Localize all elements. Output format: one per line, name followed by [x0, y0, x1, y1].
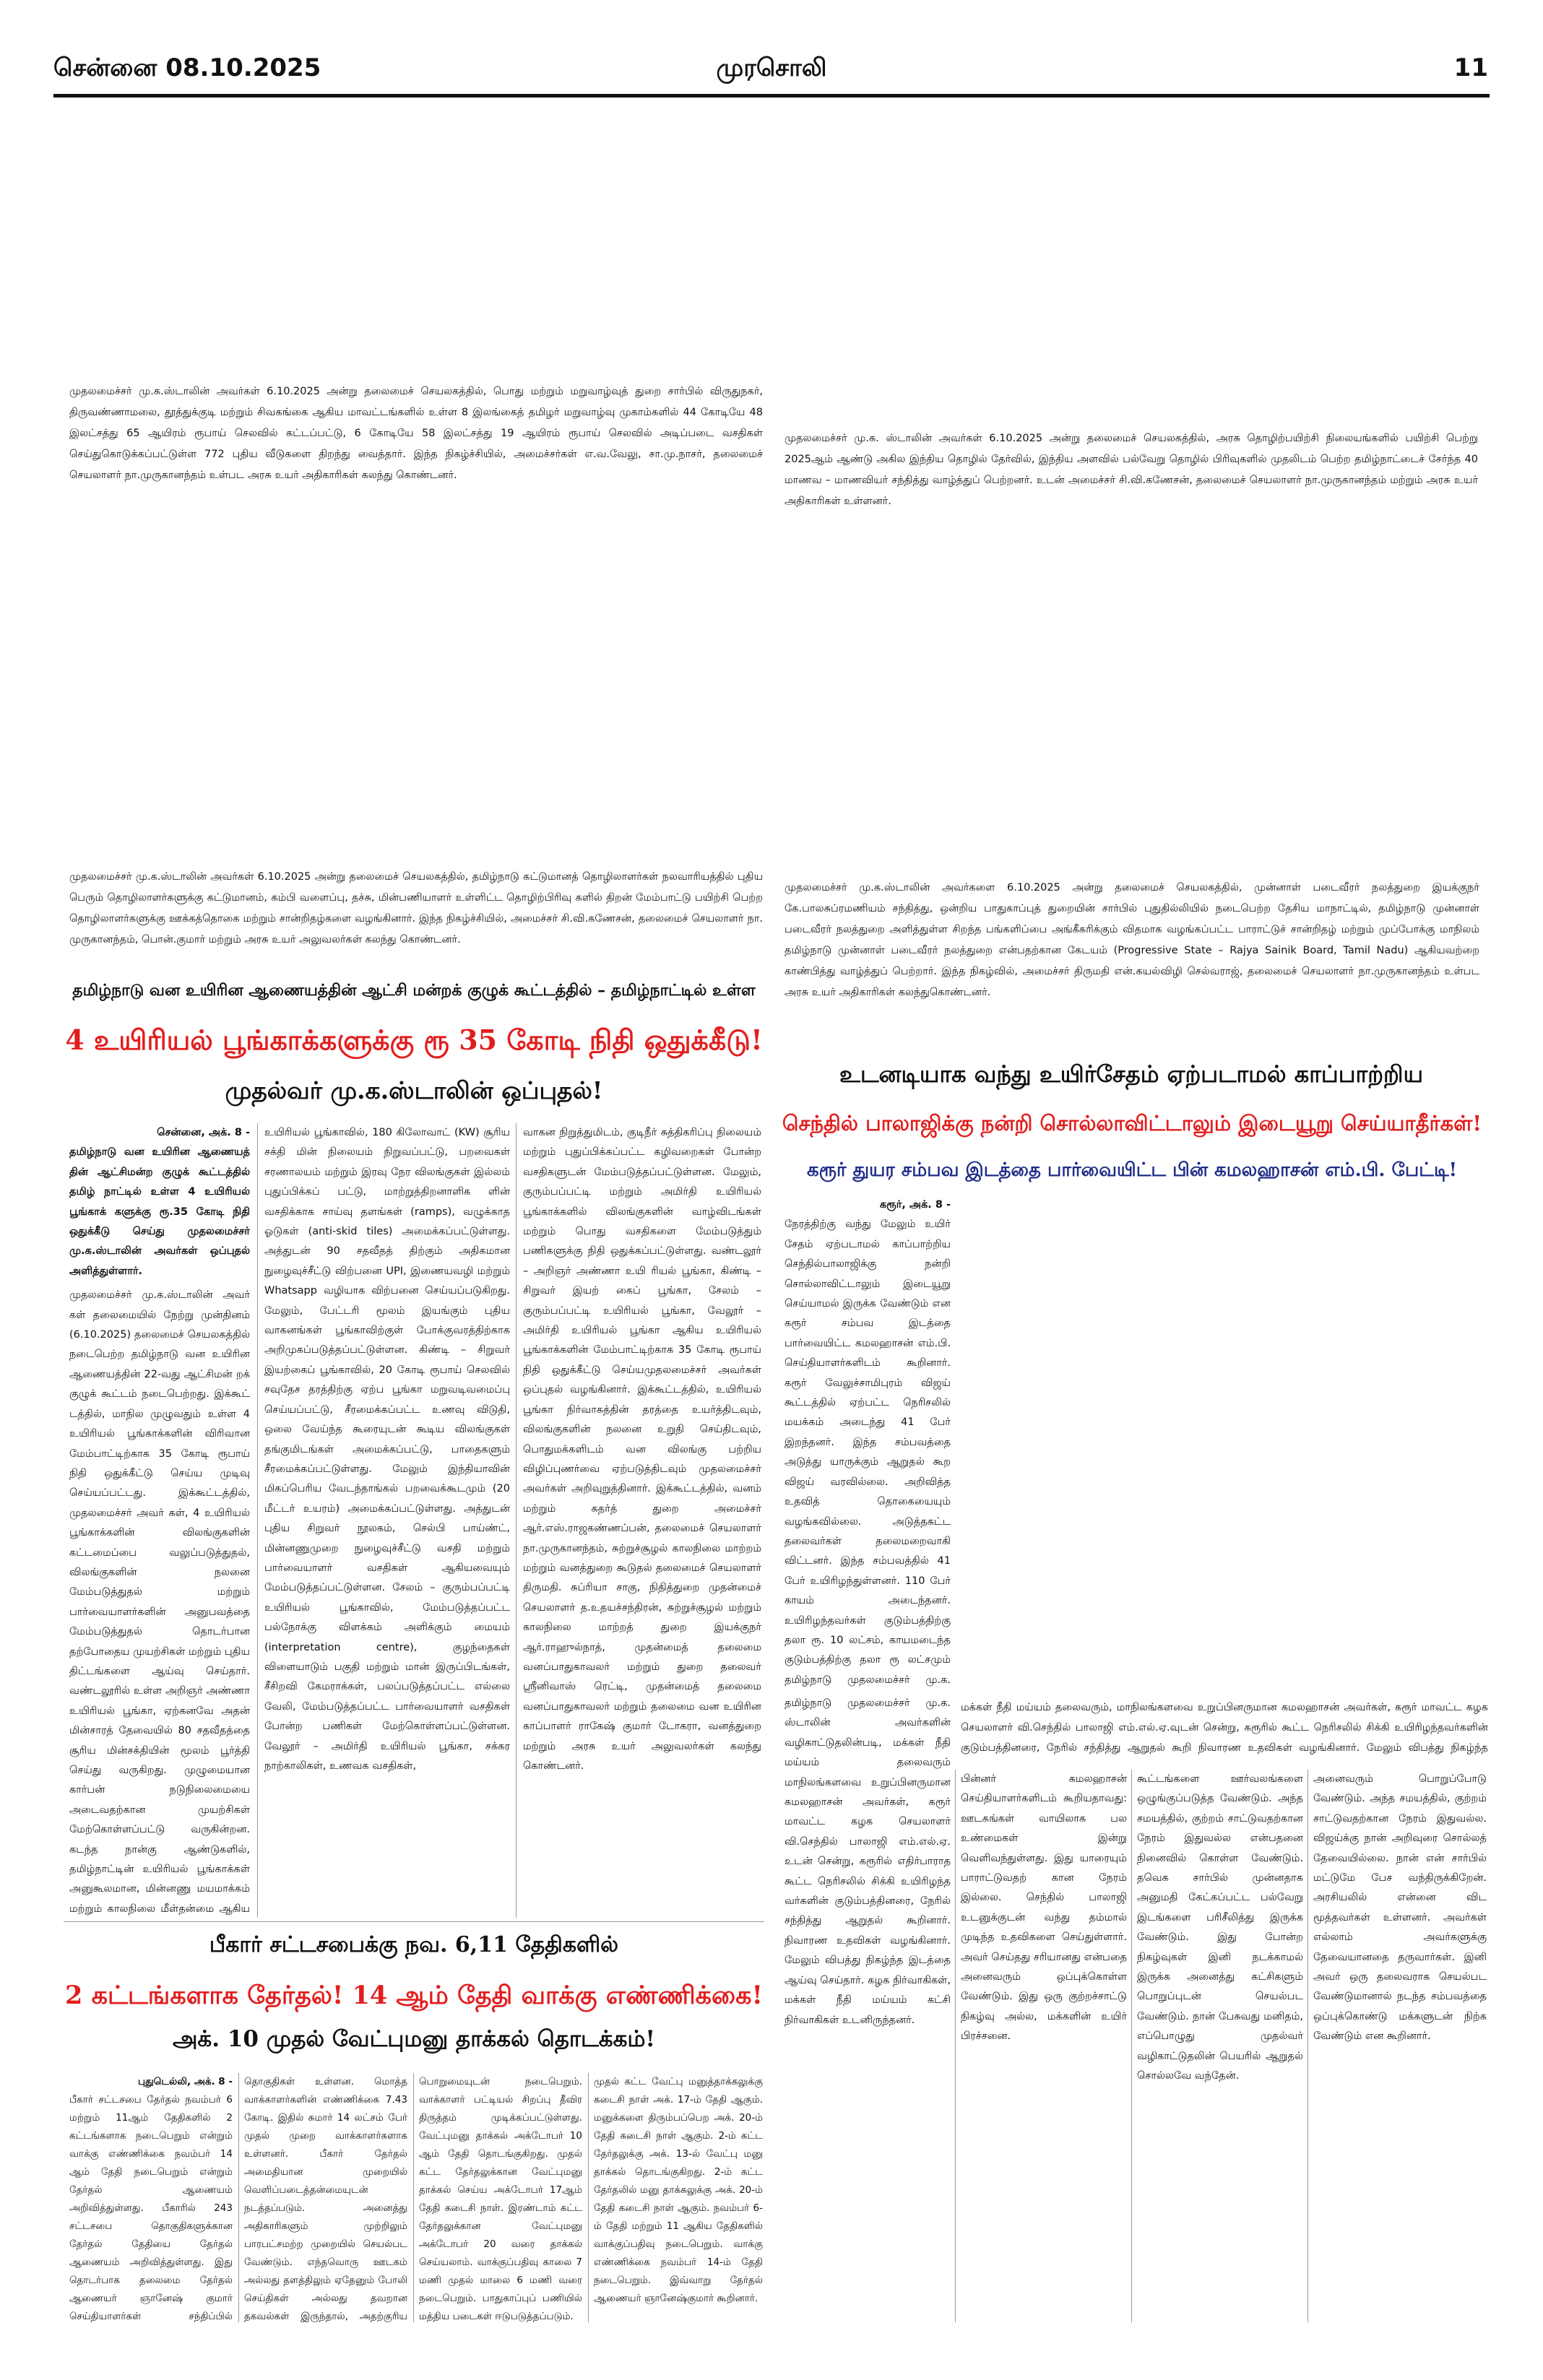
- story2-column-4: அனைவரும் பொறுப்போடு வேண்டும். அந்த சமயத்தில், குற்றம் சாட்டுவதற்கான நேரம் இதுவல்ல. விஜய்க்கு நான் அறிவுரை சொல்லத் தேவையில்லை. நான் என் சார்பில் மட்டுமே பேச வந்திருக்கிறேன். அரசியலில் என்னை விட மூத்தவர்கள் உள்ளனர். அவர்கள் எல்லாம் அவர்களுக்கு தேவையானதை தருவார்கள். இனி அவர் ஒரு தலைவராக செயல்பட வேண்டுமானால் நடந்த சம்பவத்தை ஒப்புக்கொண்டு மக்களுடன் நிற்க வேண்டும் என கூறினார்.: [1313, 1773, 1487, 2043]
- story1-subhead: முதல்வர் மு.க.ஸ்டாலின் ஒப்புதல்!: [225, 1076, 603, 1104]
- story2-column-1-cont: தமிழ்நாடு முதலமைச்சர் மு.க. ஸ்டாலின் அவர்களின் வழிகாட்டுதலின்படி, மக்கள் நீதி மய்யம் தலைவரும் மாநிலங்களவை உறுப்பினருமான கமலஹாசன் அவர்கள், கரூர் மாவட்ட கழக செயலாளர் வி.செந்தில் பாலாஜி எம்.எல்.ஏ. உடன் சென்று, கரூரில் எதிர்பாராத கூட்ட நெரிசலில் சிக்கி உயிரிழந்த வர்களின் குடும்பத்தினரை, நேரில் சந்தித்து ஆறுதல் கூறினார். நிவாரண உதவிகள் வழங்கினார். மேலும் விபத்து நிகழ்ந்த இடத்தை ஆய்வு செய்தார். கழக நிர்வாகிகள், மக்கள் நீதி மய்யம் கட்சி நிர்வாகிகள் உடனிருந்தனர்.: [785, 1697, 951, 2026]
- story3-kicker: பீகார் சட்டசபைக்கு நவ. 6,11 தேதிகளில்: [209, 1932, 619, 1957]
- caption-top-left: முதலமைச்சர் மு.க.ஸ்டாலின் அவர்கள் 6.10.2025 அன்று தலைமைச் செயலகத்தில், பொது மற்றும் மறுவாழ்வுத் துறை சார்பில் விருதுநகர், திருவண்ணாமலை, தூத்துக்குடி மற்றும் சிவகங்கை ஆகிய மாவட்டங்களில் உள்ள 8 இலங்கைத் தமிழர் மறுவாழ்வு முகாம்களில் 44 கோடியே 48 இலட்சத்து 65 ஆயிரம் ரூபாய் செலவில் கட்டப்பட்டு, 6 கோடியே 58 இலட்சத்து 19 ஆயிரம் ரூபாய் செலவில் அடிப்படை வசதிகள் செய்துகொடுக்கப்பட்டுள்ள 772 புதிய வீடுகளை திறந்து வைத்தார். இந்த நிகழ்ச்சியில், அமைச்சர்கள் எ.வ.வேலு, சா.மு.நாசர், தலைமைச் செயலாளர் நா.முருகானந்தம் உள்பட அரசு உயர் அதிகாரிகள் கலந்து கொண்டனர்.: [69, 386, 763, 481]
- photo-story2: [961, 1195, 1488, 1694]
- story1-column-1: [69, 1123, 250, 1918]
- photo-top-right: [780, 116, 1492, 419]
- story1-lead: தமிழ்நாடு வன உயிரின ஆணையத் தின் ஆட்சிமன்ற குழுக் கூட்டத்தில் தமிழ் நாட்டில் உள்ள 4 உயிரியல் பூங்காக் களுக்கு ரூ.35 கோடி நிதி ஒதுக்கீடு செய்து முதலமைச்சர் மு.க.ஸ்டாலின் அவர்கள் ஒப்புதல் அளித்துள்ளார்.: [69, 1146, 250, 1277]
- story3-column-divider: [238, 2073, 239, 2322]
- story2-kicker: உடனடியாக வந்து உயிர்சேதம் ஏற்படாமல் காப்பாற்றிய: [839, 1060, 1423, 1088]
- story2-column-divider: [1131, 1770, 1132, 2322]
- story1-kicker: தமிழ்நாடு வன உயிரின ஆணையத்தின் ஆட்சி மன்றக் குழுக் கூட்டத்தில் – தமிழ்நாட்டில் உள்ள: [72, 981, 756, 1000]
- story3-column-divider: [588, 2073, 589, 2322]
- photo-mid-right: [780, 600, 1492, 874]
- photo-mid-left: [65, 571, 758, 860]
- story3-column-2: தொகுதிகள் உள்ளன. மொத்த வாக்காளர்களின் எண்ணிக்கை 7.43 கோடி. இதில் சுமார் 14 லட்சம் பேர் முதல் முறை வாக்காளர்களாக உள்ளனர். பீகார் தேர்தல் அமைதியான முறையில் வெளிப்படைத்தன்மையுடன் நடத்தப்படும். அனைத்து அதிகாரிகளும் முற்றிலும் பாரபட்சமற்ற முறையில் செயல்பட வேண்டும். எந்தவொரு ஊடகம் அல்லது தளத்திலும் ஏதேனும் போலி செய்திகள் அல்லது தவறான தகவல்கள் இருந்தால், அதற்குரிய: [244, 2076, 407, 2322]
- story3-dateline: புதுடெல்லி, அக். 8 -: [138, 2076, 233, 2087]
- story2-column-3: கூட்டங்களை ஊர்வலங்களை ஒழுங்குப்படுத்த வேண்டும். அந்த சமயத்தில், குற்றம் சாட்டுவதற்கான நேரம் இதுவல்ல என்பதனை நினைவில் கொள்ள வேண்டும். தவெக சார்பில் முன்னதாக அனுமதி கேட்கப்பட்ட பல்வேறு இடங்களை பரிசீலித்து இருக்க வேண்டும். இது போன்ற நிகழ்வுகள் இனி நடக்காமல் இருக்க அனைத்து கட்சிகளும் பொறுப்புடன் செயல்பட வேண்டும். நான் பேசுவது மனிதம், எப்பொழுது முதல்வர் வழிகாட்டுதலின் பெயரில் ஆறுதல் சொல்லவே வந்தேன்.: [1137, 1773, 1303, 2082]
- story3-column-divider: [413, 2073, 414, 2322]
- caption-mid-left: முதலமைச்சர் மு.க.ஸ்டாலின் அவர்கள் 6.10.2025 அன்று தலைமைச் செயலகத்தில், தமிழ்நாடு கட்டுமானத் தொழிலாளர்கள் நலவாரியத்தில் புதிய பெரும் தொழிலாளர்களுக்கு கட்டுமானம், கம்பி வளைப்பு, தச்சு, மின்பணியாளர் உள்ளிட்ட தொழிற்பிரிவு களில் திறன் மேம்பாட்டு பயிற்சி பெற்ற தொழிலாளர்களுக்கு ஊக்கத்தொகை மற்றும் சான்றிதழ்களை வழங்கினார். இந்த நிகழ்ச்சியில், அமைச்சர் சி.வி.கணேசன், தலைமைச் செயலாளர் நா. முருகானந்தம், பொன்.குமார் மற்றும் அரசு உயர் அலுவலர்கள் கலந்து கொண்டனர்.: [69, 871, 763, 945]
- story2-col1-text: நேரத்திற்கு வந்து மேலும் உயிர் சேதம் ஏற்படாமல் காப்பாற்றிய செந்தில்பாலாஜிக்கு நன்றி சொல்லாவிட்டாலும் இடையூறு செய்யாமல் இருக்க வேண்டும் என கரூர் சம்பவ இடத்தை பார்வையிட்ட கமலஹாசன் எம்.பி. செய்தியாளர்களிடம் கூறினார். கரூர் வேலுச்சாமிபுரம் விஜய் கூட்டத்தில் ஏற்பட்ட நெரிசலில் மயக்கம் அடைந்து 41 பேர் இறந்தனர். இந்த சம்பவத்தை அடுத்து யாருக்கும் ஆறுதல் கூற விஜய் வரவில்லை. அறிவித்த உதவித் தொகையையும் வழங்கவில்லை. அடுத்தகட்ட தலைவர்கள் தலைமறைவாகி விட்டனர். இந்த சம்பவத்தில் 41 பேர் உயிரிழந்துள்ளனர். 110 பேர் காயம் அடைந்தனர். உயிரிழந்தவர்கள் குடும்பத்திற்கு தலா ரூ. 10 லட்சம், காயமடைந்த குடும்பத்திற்கு தலா ரூ லட்சமும் தமிழ்நாடு முதலமைச்சர் மு.க.: [785, 1219, 951, 1686]
- caption-mid-right: முதலமைச்சர் மு.க.ஸ்டாலின் அவர்களை 6.10.2025 அன்று தலைமைச் செயலகத்தில், முன்னாள் படைவீரர் நலத்துறை இயக்குநர் கே.பாலசுப்ரமணியம் சந்தித்து, ஒன்றிய பாதுகாப்புத் துறையின் சார்பில் புதுதில்லியில் நடைபெற்ற தேசிய மாநாட்டில், தமிழ்நாடு முன்னாள் படைவீரர் நலத்துறை அளித்துள்ள சிறந்த பங்களிப்பை அங்கீகரிக்கும் விதமாக வழங்கப்பட்ட பாராட்டுச் சான்றிதழ் மற்றும் முப்போக்கு மாநிலம் தமிழ்நாடு முன்னாள் படைவீரர் நலத்துறை என்பதற்கான கேடயம் (Progressive State – Rajya Sainik Board, Tamil Nadu) ஆகியவற்றை காண்பித்து வாழ்த்துப் பெற்றார். இந்த நிகழ்வில், அமைச்சர் திருமதி என்.கயல்விழி செல்வராஜ், தலைமைச் செயலாளர் நா.முருகானந்தம் உள்பட அரசு உயர் அதிகாரிகள் கலந்துகொண்டனர்.: [785, 882, 1479, 998]
- story1-dateline: சென்னை, அக். 8 -: [157, 1127, 250, 1138]
- story2-subhead: கரூர் துயர சம்பவ இடத்தை பார்வையிட்ட பின் கமலஹாசன் எம்.பி. பேட்டி!: [806, 1159, 1458, 1181]
- story3-column-4: முதல் கட்ட வேட்பு மனுத்தாக்கலுக்கு கடைசி நாள் அக். 17-ம் தேதி ஆகும். மனுக்களை திரும்பப்பெற அக். 20-ம் தேதி கடைசி நாள் ஆகும். 2-ம் கட்ட தேர்தலுக்கு அக். 13-ல் வேட்பு மனு தாக்கல் தொடங்குகிறது. 2-ம் கட்ட தேர்தலில் மனு தாக்கலுக்கு அக். 20-ம் தேதி கடைசி நாள் ஆகும். நவம்பர் 6-ம் தேதி மற்றும் 11 ஆகிய தேதிகளில் வாக்குப்பதிவு நடைபெறும். வாக்கு எண்ணிக்கை நவம்பர் 14-ம் தேதி நடைபெறும். இவ்வாறு தேர்தல் ஆணையர் ஞானேஷ்குமார் கூறினார்.: [594, 2076, 763, 2304]
- story3-subhead: அக். 10 முதல் வேட்புமனு தாக்கல் தொடக்கம்!: [172, 2026, 656, 2052]
- story2-dateline: கரூர், அக். 8 -: [879, 1199, 951, 1211]
- story3-headline: 2 கட்டங்களாக தேர்தல்! 14 ஆம் தேதி வாக்கு எண்ணிக்கை!: [65, 1981, 763, 2010]
- story2-column-2: பின்னர் கமலஹாசன் செய்தியாளர்களிடம் கூறியதாவது: ஊடகங்கள் வாயிலாக பல உண்மைகள் இன்று வெளிவந்துள்ளது. இது யாரையும் பாராட்டுவதற் கான நேரம் இல்லை. செந்தில் பாலாஜி உடனுக்குடன் வந்து தம்மால் முடிந்த உதவிகளை செய்துள்ளார். அவர் செய்தது சரியானது என்பதை அனைவரும் ஒப்புக்கொள்ள வேண்டும். இது ஒரு குற்றச்சாட்டு நிகழ்வு அல்ல, மக்களின் உயிர் பிரச்சனை.: [961, 1773, 1127, 2043]
- masthead-rule: [53, 94, 1490, 98]
- story1-column-3: வாகன நிறுத்துமிடம், குடிநீர் சுத்திகரிப்பு நிலையம் மற்றும் புதுப்பிக்கப்பட்ட கழிவறைகள் போன்ற வசதிகளுடன் மேம்படுத்தப்பட்டுள்ளன. மேலும், குரும்பப்பட்டி மற்றும் அமிர்தி உயிரியல் பூங்காக்களில் விலங்குகளின் வாழ்விடங்கள் மற்றும் பொது வசதிகளை மேம்படுத்தும் பணிகளுக்கு நிதி ஒதுக்கப்பட்டுள்ளது. வண்டலூர் – அறிஞர் அண்ணா உயி ரியல் பூங்கா, கிண்டி – சிறுவர் இயற் கைப் பூங்கா, சேலம் – குரும்பப்பட்டி உயிரியல் பூங்கா, வேலூர் – அமிர்தி உயிரியல் பூங்கா ஆகிய உயிரியல் பூங்காக்களின் மேம்பாட்டிற்காக 35 கோடி ரூபாய் நிதி ஒதுக்கீட்டு செய்யமுதலமைச்சர் அவர்கள் ஒப்புதல் வழங்கினார். இக்கூட்டத்தில், உயிரியல் பூங்கா நிர்வாகத்தின் தரத்தை உயர்த்திடவும், விலங்குகளின் நலனை உறுதி செய்திடவும், பொதுமக்களிடம் வன விலங்கு பற்றிய விழிப்புணர்வை ஏற்படுத்திடவும் முதலமைச்சர் அவர்கள் அறிவுறுத்தினார். இக்கூட்டத்தில், வனம் மற்றும் கதர்த் துறை அமைச்சர் ஆர்.எஸ்.ராஜகண்ணப்பன், தலைமைச் செயலாளர் நா.முருகானந்தம், சுற்றுச்சூழல் காலநிலை மாற்றம் மற்றும் வனத்துறை கூடுதல் தலைமைச் செயலாளர் திருமதி. சுப்ரியா சாகு, நிதித்துறை முதன்மைச் செயலாளர் த.உதயச்சந்திரன், சுற்றுச்சூழல் மற்றும் காலநிலை மாற்றத் துறை இயக்குநர் ஆர்.ராஹுல்நாத், முதன்மைத் தலைமை வனப்பாதுகாவலர் மற்றும் துறை தலைவர் ஸ்ரீனிவாஸ் ரெட்டி, முதன்மைத் தலைமை வனப்பாதுகாவலர் மற்றும் தலைமை வன உயிரின காப்பாளர் ராகேஷ் குமார் டோகரா, வனத்துறை மற்றும் அரசு உயர் அலுவலர்கள் கலந்து கொண்டனர்.: [523, 1127, 761, 1772]
- masthead-paper-name: முரசொலி: [716, 53, 827, 82]
- photo-top-left: [65, 116, 758, 376]
- story1-column-divider: [257, 1123, 258, 1918]
- page-number: 11: [1453, 53, 1488, 82]
- story2-headline: செந்தில் பாலாஜிக்கு நன்றி சொல்லாவிட்டாலும் இடையூறு செய்யாதீர்கள்!: [782, 1111, 1482, 1135]
- story3-column-1: [69, 2073, 233, 2322]
- story3-column-3: பொறுமையுடன் நடைபெறும். வாக்காளர் பட்டியல் சிறப்பு தீவிர திருத்தம் முடிக்கப்பட்டுள்ளது. வேட்புமனு தாக்கல் அக்டோபர் 10 ஆம் தேதி தொடங்குகிறது. முதல் கட்ட தேர்தலுக்கான வேட்புமனு தாக்கல் செய்ய அக்டோபர் 17ஆம் தேதி கடைசி நாள். இரண்டாம் கட்ட தேர்தலுக்கான வேட்புமனு அக்டோபர் 20 வரை தாக்கல் செய்யலாம். வாக்குப்பதிவு காலை 7 மணி முதல் மாலை 6 மணி வரை நடைபெறும். பாதுகாப்புப் பணியில் மத்திய படைகள் ஈடுபடுத்தப்படும்.: [419, 2076, 582, 2322]
- story1-column-2: உயிரியல் பூங்காவில், 180 கிலோவாட் (KW) சூரிய சக்தி மின் நிலையம் நிறுவப்பட்டு, பறவைகள் சரணாலயம் மற்றும் இரவு நேர விலங்குகள் இல்லம் புதுப்பிக்கப் பட்டு, மாற்றுத்திறனாளிக ளின் வசதிக்காக சாய்வு தளங்கள் (ramps), வழுக்காத ஓடுகள் (anti-skid tiles) அமைக்கப்பட்டுள்ளது. அத்துடன் 90 சதவீதத் திற்கும் அதிகமான நுழைவுச்சீட்டு விற்பனை UPI, இணையவழி மற்றும் Whatsapp வழியாக விற்பனை செய்யப்படுகிறது. மேலும், பேட்டரி மூலம் இயங்கும் புதிய வாகனங்கள் பூங்காவிற்குள் போக்குவரத்திற்காக அறிமுகப்படுத்தப்பட்டுள்ளன. கிண்டி – சிறுவர் இயற்கைப் பூங்காவில், 20 கோடி ரூபாய் செலவில் சவுதேச தரத்திற்கு ஏற்ப பூங்கா மறுவடிவமைப்பு செய்யப்பட்டு, சீரமைக்கப்பட்ட உணவு விடுதி, ஒலை வேய்ந்த கூரையுடன் கூடிய விலங்குகள் தங்குமிடங்கள் அமைக்கப்பட்டு, பாதைகளும் சீரமைக்கப்பட்டுள்ளது. மேலும் இந்தியாவின் மிகப்பெரிய வேடந்தாங்கல் பறவைக்கூடமும் (20 மீட்டர் உயரம்) அமைக்கப்பட்டுள்ளது. அத்துடன் புதிய சிறுவர் நூலகம், செல்பி பாய்ண்ட், மின்னணுமுறை நுழைவுச்சீட்டு வசதி மற்றும் பார்வையாளர் வசதிகள் ஆகியவையும் மேம்படுத்தப்பட்டுள்ளன. சேலம் – குரும்பப்பட்டி உயிரியல் பூங்காவில், மேம்படுத்தப்பட்ட பல்நோக்கு விளக்கம் அளிக்கும் மையம் (interpretation centre), குழந்தைகள் விளையாடும் பகுதி மற்றும் மான் இருப்பிடங்கள், சீசிறவி கேமராக்கள், பலப்படுத்தப்பட்ட எல்லை வேலி, மேம்படுத்தப்பட்ட பார்வையாளர் வசதிகள் போன்ற பணிகள் மேற்கொள்ளப்பட்டுள்ளன. வேலூர் – அமிர்தி உயிரியல் பூங்கா, சக்கர நாற்காலிகள், உணவக வசதிகள்,: [264, 1127, 510, 1772]
- masthead-date: சென்னை 08.10.2025: [53, 53, 321, 82]
- story3-col1-text: பீகார் சட்டசபை தேர்தல் நவம்பர் 6 மற்றும் 11ஆம் தேதிகளில் 2 கட்டங்களாக நடைபெறும் என்றும் வாக்கு எண்ணிக்கை நவம்பர் 14 ஆம் தேதி நடைபெறும் என்றும் தேர்தல் ஆணையம் அறிவித்துள்ளது. பீகாரில் 243 சட்டசபை தொகுதிகளுக்கான தேர்தல் தேதியை தேர்தல் ஆணையம் அறிவித்துள்ளது. இது தொடர்பாக தலைமை தேர்தல் ஆணையர் ஞானேஷ் குமார் செய்தியாளர்கள் சந்திப்பில்: [69, 2094, 233, 2322]
- story1-col1-text: முதலமைச்சர் மு.க.ஸ்டாலின் அவர் கள் தலைமையில் நேற்று முன்தினம் (6.10.2025) தலைமைச் செயலகத்தில் நடைபெற்ற தமிழ்நாடு வன உயிரின ஆணையத்தின் 22-வது ஆட்சிமன் றக் குழுக் கூட்டம் நடைபெற்றது. இக்கூட் டத்தில், மாநில முழுவதும் உள்ள 4 உயிரியல் பூங்காக்களின் விரிவான மேம்பாட்டிற்காக 35 கோடி ரூபாய் நிதி ஒதுக்கீட்டு செய்ய முடிவு செய்யப்பட்டது. இக்கூட்டத்தில், முதலமைச்சர் அவர் கள், 4 உயிரியல் பூங்காக்களின் விலங்குகளின் கட்டமைப்பை வலுப்படுத்துதல், விலங்குகளின் நலனை மேம்படுத்துதல் மற்றும் பார்வையாளர்களின் அனுபவத்தை மேம்படுத்துதல் தொடர்பான தற்போதைய முயற்சிகள் மற்றும் புதிய திட்டங்களை ஆய்வு செய்தார். வண்டலூரில் உள்ள அறிஞர் அண்ணா உயிரியல் பூங்கா, ஏற்கனவே அதன் மின்சாரத் தேவையில் 80 சதவீதத்தை சூரிய மின்சக்தியின் மூலம் பூர்த்தி செய்து வருகிறது. முழுமையான கார்பன் நடுநிலைமையை அடைவதற்கான முயற்சிகள் மேற்கொள்ளப்பட்டு வருகின்றன. கடந்த நான்கு ஆண்டுகளில், தமிழ்நாட்டின் உயிரியல் பூங்காக்கள் அனுகூலமான, மின்னணு மயமாக்கம் மற்றும் காலநிலை மீள்தன்மை ஆகிய: [69, 1289, 250, 1915]
- story1-headline: 4 உயிரியல் பூங்காக்களுக்கு ரூ 35 கோடி நிதி ஒதுக்கீடு!: [65, 1024, 763, 1056]
- story3-top-rule: [64, 1921, 764, 1922]
- story1-column-divider: [516, 1123, 517, 1918]
- caption-top-right: முதலமைச்சர் மு.க. ஸ்டாலின் அவர்கள் 6.10.2025 அன்று தலைமைச் செயலகத்தில், அரசு தொழிற்பயிற்சி நிலையங்களில் பயிற்சி பெற்று 2025ஆம் ஆண்டு அகில இந்திய தொழில் தேர்வில், இந்திய அளவில் பல்வேறு தொழில் பிரிவுகளில் முதலிடம் பெற்ற தமிழ்நாட்டைச் சேர்ந்த 40 மாணவ – மாணவியர் சந்தித்து வாழ்த்துப் பெற்றனர். உடன் அமைச்சர் சி.வி.கணேசன், தலைமைச் செயலாளர் நா.முருகானந்தம் மற்றும் அரசு உயர் அதிகாரிகள் உள்ளனர்.: [785, 433, 1478, 507]
- caption-story2-photo: மக்கள் நீதி மய்யம் தலைவரும், மாநிலங்களவை உறுப்பினருமான கமலஹாசன் அவர்கள், கரூர் மாவட்ட கழக செயலாளர் வி.செந்தில் பாலாஜி எம்.எல்.ஏ.வுடன் சென்று, கரூரில் கூட்ட நெரிசலில் சிக்கி உயிரிழந்தவர்களின் குடும்பத்தினரை, நேரில் சந்தித்து ஆறுதல் கூறி நிவாரண உதவிகள் வழங்கினார். மேலும் விபத்து நிகழ்ந்த: [961, 1702, 1488, 1754]
- story2-column-1: [785, 1195, 951, 1694]
- story2-column-divider: [955, 1770, 956, 2322]
